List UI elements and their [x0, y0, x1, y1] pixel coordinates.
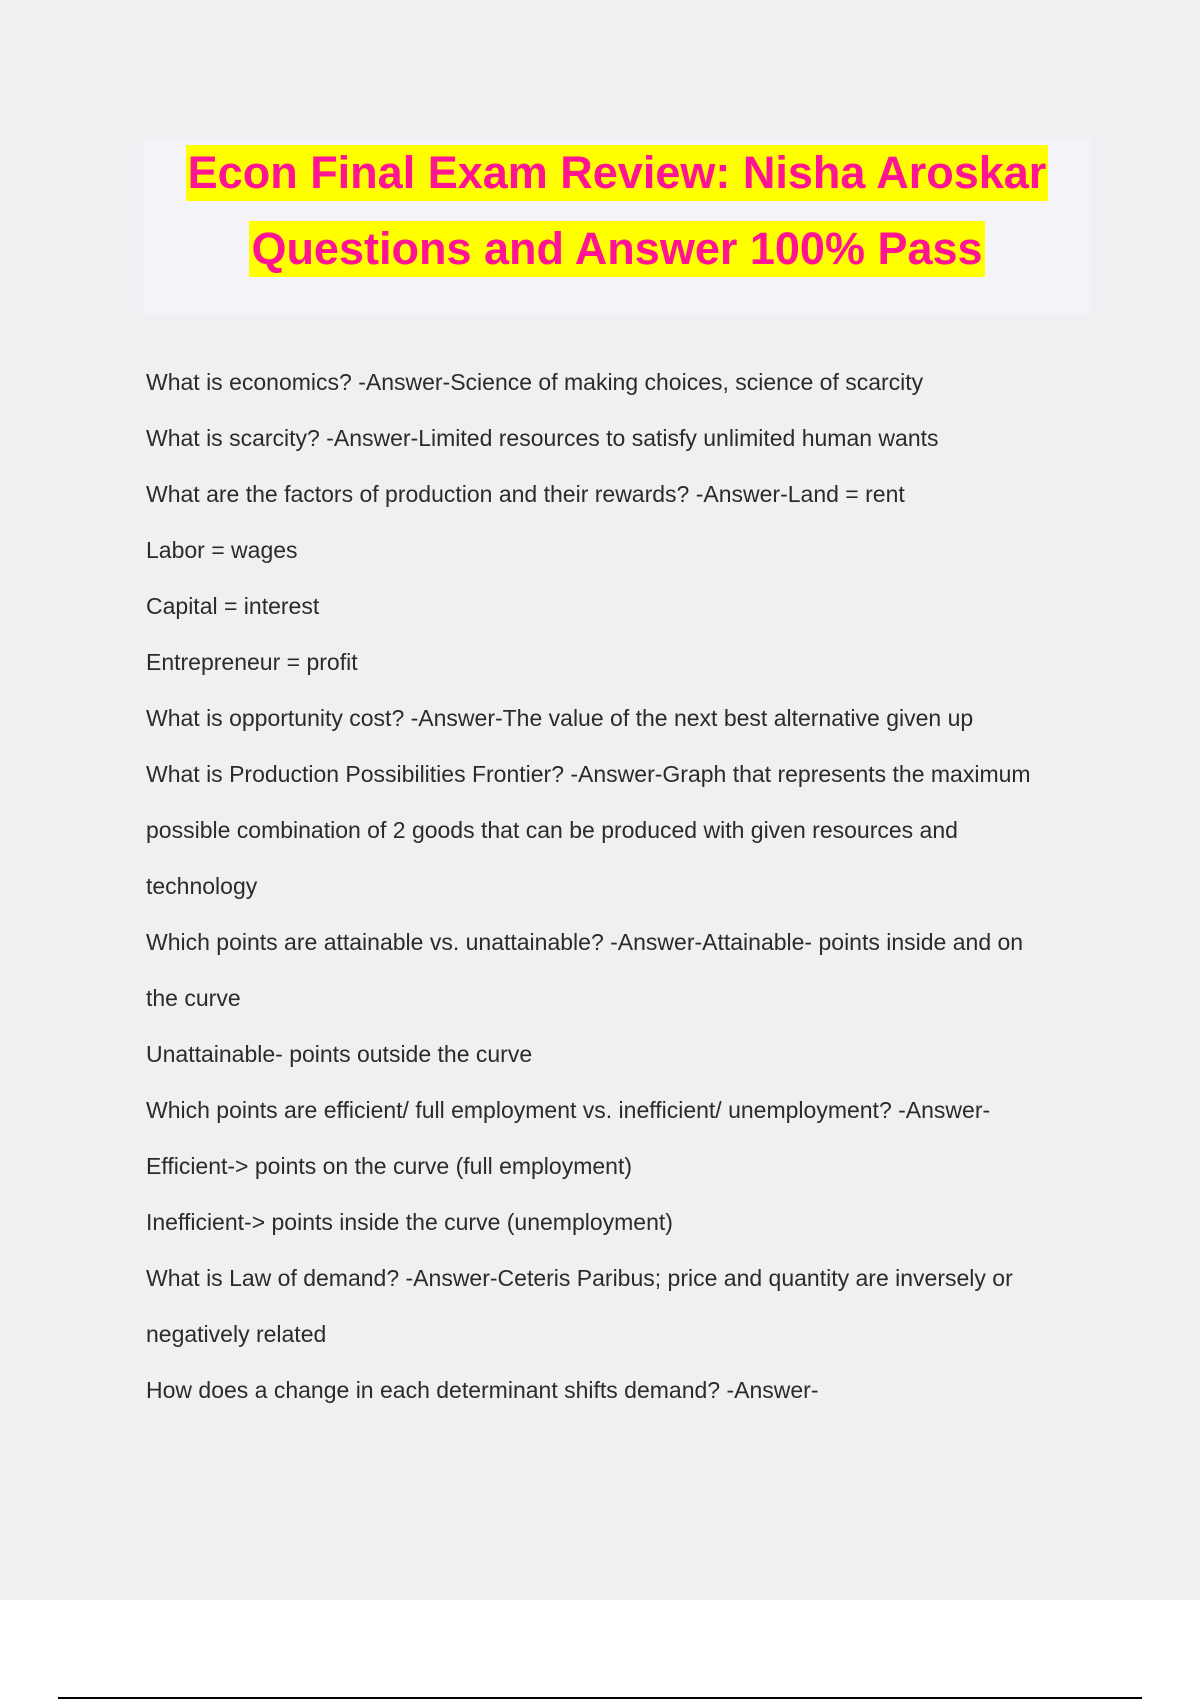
text-line: How does a change in each determinant shifts demand? -Answer-: [146, 1377, 819, 1403]
page-bottom-rule: [58, 1697, 1142, 1699]
text-line: Labor = wages: [146, 537, 298, 563]
text-line: Which points are attainable vs. unattainable? -Answer-Attainable- points inside and on: [146, 929, 1024, 955]
qa-list: [146, 354, 1086, 1418]
text-line: What is scarcity? -Answer-Limited resources to satisfy unlimited human wants: [146, 425, 939, 451]
text-line: What is Law of demand? -Answer-Ceteris Paribus; price and quantity are inversely or: [146, 1265, 1013, 1291]
title-block: [143, 138, 1091, 314]
text-line: Unattainable- points outside the curve: [146, 1041, 533, 1067]
text-line: Inefficient-> points inside the curve (unemployment): [146, 1209, 673, 1235]
text-line: Which points are efficient/ full employment vs. inefficient/ unemployment? -Answer-: [146, 1097, 991, 1123]
document-title-line-1: Econ Final Exam Review: Nisha Aroskar: [186, 145, 1049, 201]
text-line: What is opportunity cost? -Answer-The value of the next best alternative given up: [146, 705, 974, 731]
text-line: negatively related: [146, 1321, 327, 1347]
text-line: What is Production Possibilities Frontier? -Answer-Graph that represents the maximum: [146, 761, 1031, 787]
document-title-line-2: Questions and Answer 100% Pass: [249, 221, 984, 277]
text-line: technology: [146, 873, 258, 899]
text-line: What is economics? -Answer-Science of making choices, science of scarcity: [146, 369, 924, 395]
text-line: the curve: [146, 985, 241, 1011]
text-line: Entrepreneur = profit: [146, 649, 358, 675]
text-line: Capital = interest: [146, 593, 320, 619]
text-line: Efficient-> points on the curve (full employment): [146, 1153, 632, 1179]
text-line: possible combination of 2 goods that can be produced with given resources and: [146, 817, 958, 843]
text-line: What are the factors of production and their rewards? -Answer-Land = rent: [146, 481, 905, 507]
